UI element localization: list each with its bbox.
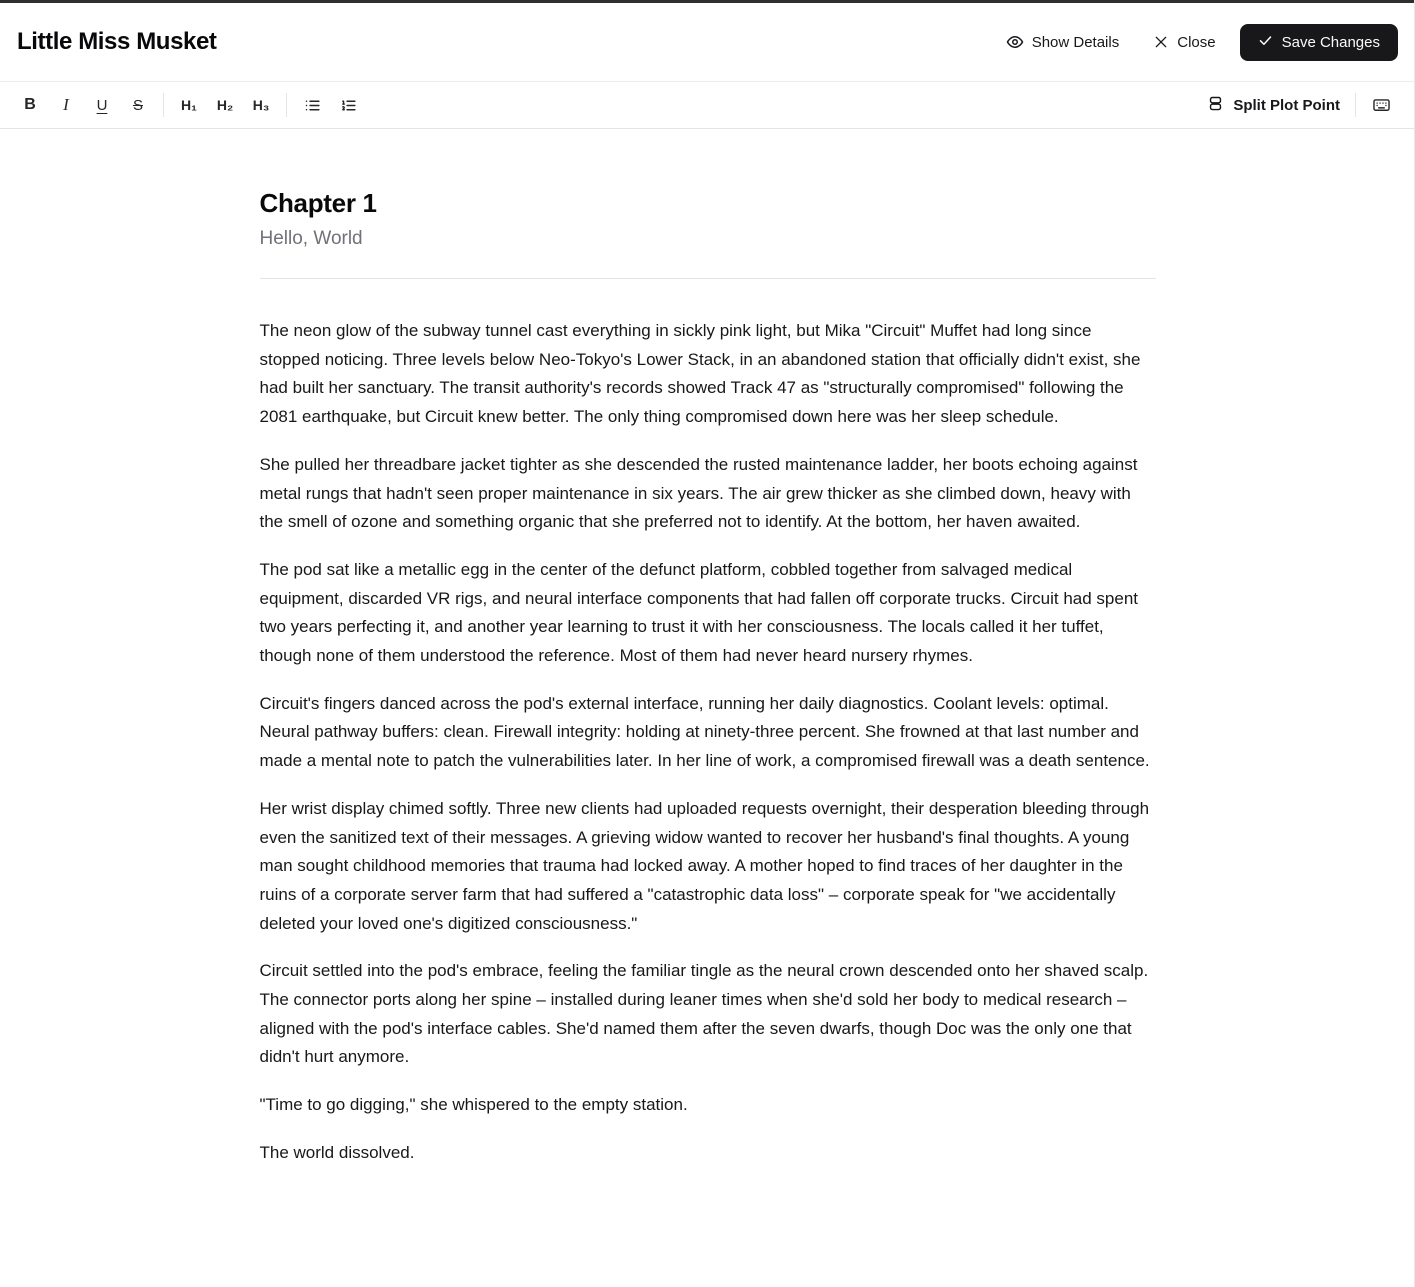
heading-3-button[interactable]: H₃	[247, 91, 275, 119]
header-actions	[996, 24, 1398, 61]
split-plot-point-label: Split Plot Point	[1233, 96, 1340, 114]
chapter-title: Chapter 1	[259, 188, 377, 218]
paragraph[interactable]: The world dissolved.	[259, 1142, 415, 1162]
toolbar-divider	[1355, 93, 1356, 117]
paragraph[interactable]: Her wrist display chimed softly. Three new clients had uploaded requests overnight, their desperation bleeding through even the sanitized text of their messages. A grieving widow wanted to recover her husband's final thoughts. A young man sought childhood memories that trauma had locked away. A mother hoped to find traces of her daughter in the ruins of a corporate server farm that had suffered a "catastrophic data loss" – corporate speak for "we accidentally deleted your loved one's digitized consciousness."	[259, 798, 1150, 933]
editor-surface[interactable]	[0, 129, 1415, 1168]
keyboard-icon	[1372, 96, 1391, 115]
strikethrough-button[interactable]: S	[124, 91, 152, 119]
paragraph[interactable]: "Time to go digging," she whispered to the empty station.	[259, 1095, 688, 1115]
toolbar-divider	[163, 93, 164, 117]
italic-button[interactable]: I	[52, 91, 80, 119]
chapter-divider	[260, 278, 1156, 279]
close-button[interactable]	[1143, 26, 1225, 59]
header-bar	[0, 3, 1415, 82]
show-details-label: Show Details	[1031, 33, 1120, 51]
heading-2-button[interactable]: H₂	[211, 91, 239, 119]
paragraph[interactable]: Circuit settled into the pod's embrace, feeling the familiar tingle as the neural crown descended onto her shaved scalp. The connector ports along her spine – installed during leaner times when she'd sold her body to medical research – aligned with the pod's interface cables. She'd named them after the seven dwarfs, though Doc was the only one that didn't hurt anymore.	[259, 961, 1149, 1067]
show-details-button[interactable]	[996, 25, 1130, 59]
paragraph[interactable]: The pod sat like a metallic egg in the center of the defunct platform, cobbled together from salvaged medical equipment, discarded VR rigs, and neural interface components that had fallen off corporate trucks. Circuit had spent two years perfecting it, and another year learning to trust it with her consciousness. The locals called it her tuffet, though none of them understood the reference. Most of them had never heard nursery rhymes.	[259, 559, 1139, 666]
paragraph[interactable]: The neon glow of the subway tunnel cast everything in sickly pink light, but Mika "Circuit" Muffet had long since stopped noticing. Three levels below Neo-Tokyo's Lower Stack, in an abandoned station that officially didn't exist, she had built her sanctuary. The transit authority's records showed Track 47 as "structurally compromised" following the 2081 earthquake, but Circuit knew better. The only thing compromised down here was her sleep schedule.	[259, 321, 1141, 427]
close-label: Close	[1177, 33, 1216, 51]
split-icon	[1207, 95, 1224, 116]
toolbar-actions-group	[1199, 89, 1399, 122]
check-icon	[1258, 33, 1273, 52]
close-icon	[1153, 34, 1169, 50]
save-changes-label: Save Changes	[1281, 33, 1380, 51]
page-title: Little Miss Musket	[17, 28, 217, 55]
paragraph[interactable]: She pulled her threadbare jacket tighter as she descended the rusted maintenance ladder, her boots echoing against metal rungs that hadn't seen proper maintenance in six years. The air grew thicker as she climbed down, heavy with the smell of ozone and something organic that she preferred not to identify. At the bottom, her haven awaited.	[259, 454, 1138, 532]
bullet-list-icon	[304, 97, 321, 114]
bold-button[interactable]: B	[16, 91, 44, 119]
chapter-subtitle: Hello, World	[259, 228, 363, 249]
document-body[interactable]	[260, 317, 1156, 1168]
split-plot-point-button[interactable]	[1199, 89, 1348, 122]
bullet-list-button[interactable]	[298, 91, 326, 119]
save-changes-button[interactable]	[1240, 24, 1398, 61]
document-column	[260, 188, 1156, 1168]
ordered-list-icon	[340, 97, 357, 114]
paragraph[interactable]: Circuit's fingers danced across the pod's external interface, running her daily diagnostics. Coolant levels: optimal. Neural pathway buffers: clean. Firewall integrity: holding at ninety-three percent. She frowned at that last number and made a mental note to patch the vulnerabilities later. In her line of work, a compromised firewall was a death sentence.	[259, 693, 1150, 771]
keyboard-shortcuts-button[interactable]	[1367, 91, 1395, 119]
toolbar-divider	[286, 93, 287, 117]
eye-icon	[1006, 33, 1024, 51]
heading-1-button[interactable]: H₁	[175, 91, 203, 119]
underline-button[interactable]: U	[88, 91, 116, 119]
ordered-list-button[interactable]	[334, 91, 362, 119]
toolbar-format-group	[12, 91, 366, 119]
formatting-toolbar	[0, 82, 1415, 129]
